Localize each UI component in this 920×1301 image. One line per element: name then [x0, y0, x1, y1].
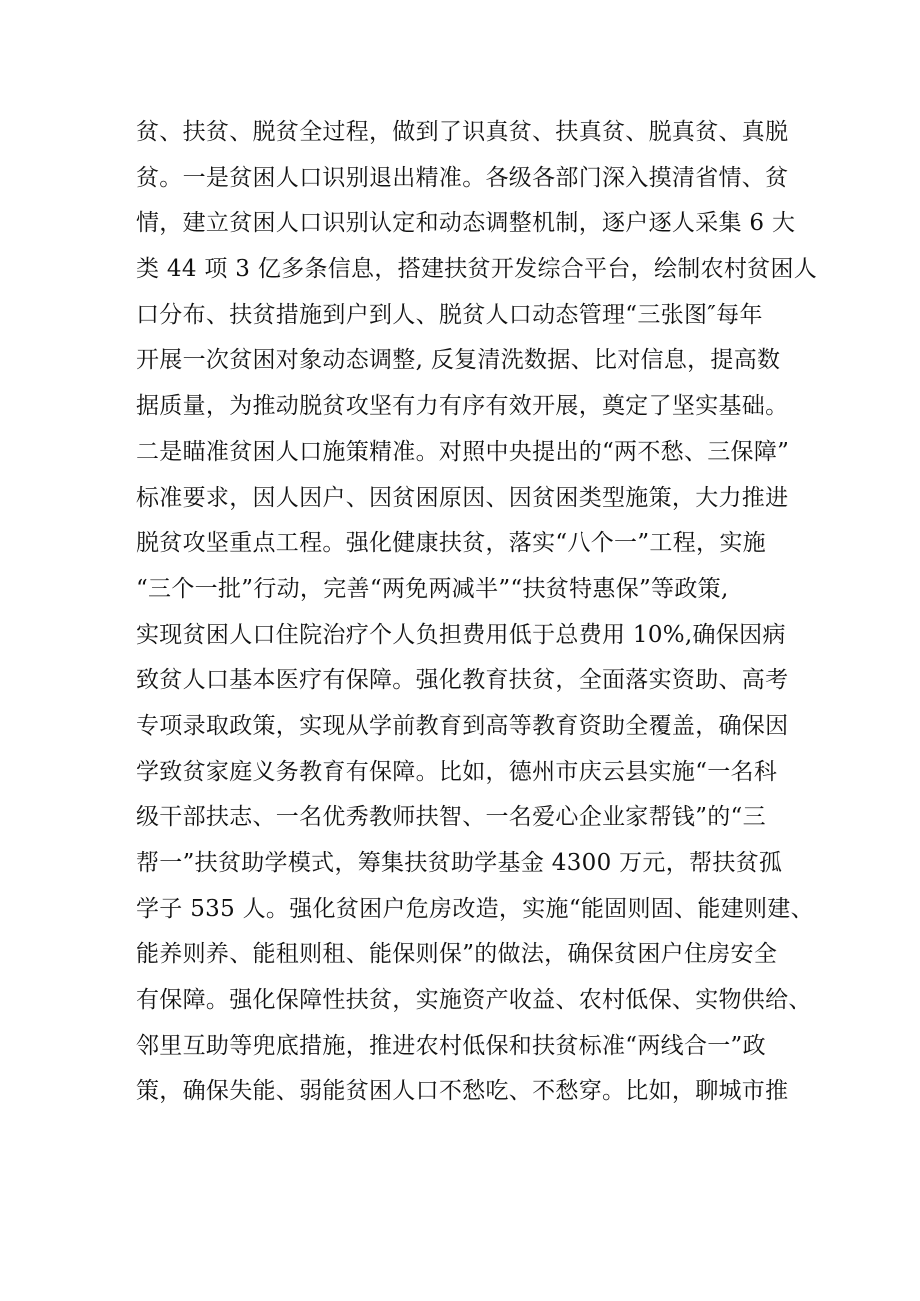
text-line: 致贫人口基本医疗有保障。强化教育扶贫，全面落实资助、高考: [136, 667, 789, 694]
text-line: 邻里互助等兜底措施，推进农村低保和扶贫标准“两线合一”政: [136, 1032, 766, 1059]
text-line: 实现贫困人口住院治疗个人负担费用低于总费用 10%,确保因病: [136, 621, 786, 648]
text-line: 贫、扶贫、脱贫全过程，做到了识真贫、扶真贫、脱真贫、真脱: [136, 119, 789, 145]
text-line: 据质量，为推动脱贫攻坚有力有序有效开展，奠定了坚实基础。: [136, 393, 789, 420]
text-line: “三个一批”行动，完善“两免两减半”“扶贫特惠保”等政策,: [136, 575, 729, 602]
text-line: 级干部扶志、一名优秀教师扶智、一名爱心企业家帮钱”的“三: [136, 804, 766, 831]
text-line: 能养则养、能租则租、能保则保”的做法，确保贫困户住房安全: [136, 941, 778, 968]
text-line: 开展一次贫困对象动态调整, 反复清洗数据、比对信息，提高数: [136, 347, 781, 374]
text-line: 学子 535 人。强化贫困户危房改造，实施“能固则固、能建则建、: [136, 895, 814, 922]
text-line: 情，建立贫困人口识别认定和动态调整机制，逐户逐人采集 6 大: [136, 210, 796, 237]
text-line: 类 44 项 3 亿多条信息，搭建扶贫开发综合平台，绘制农村贫困人: [136, 256, 818, 283]
text-line: 有保障。强化保障性扶贫，实施资产收益、农村低保、实物供给、: [136, 987, 812, 1014]
text-line: 贫。一是贫困人口识别退出精准。各级各部门深入摸清省情、贫: [136, 164, 789, 191]
text-line: 学致贫家庭义务教育有保障。比如，德州市庆云县实施“一名科: [136, 758, 778, 785]
body-text: [136, 110, 818, 1115]
text-line: 二是瞄准贫困人口施策精准。对照中央提出的“两不愁、三保障”: [136, 438, 790, 465]
text-line: 专项录取政策，实现从学前教育到高等教育资助全覆盖，确保因: [136, 712, 789, 739]
text-line: 帮一”扶贫助学模式，筹集扶贫助学基金 4300 万元，帮扶贫孤: [136, 850, 783, 876]
text-line: 标准要求，因人因户、因贫困原因、因贫困类型施策，大力推进: [136, 484, 789, 511]
text-line: 口分布、扶贫措施到户到人、脱贫人口动态管理“三张图″每年: [136, 301, 763, 328]
text-line: 策，确保失能、弱能贫困人口不愁吃、不愁穿。比如，聊城市推: [136, 1078, 789, 1105]
text-line: 脱贫攻坚重点工程。强化健康扶贫，落实“八个一”工程，实施: [136, 530, 766, 557]
